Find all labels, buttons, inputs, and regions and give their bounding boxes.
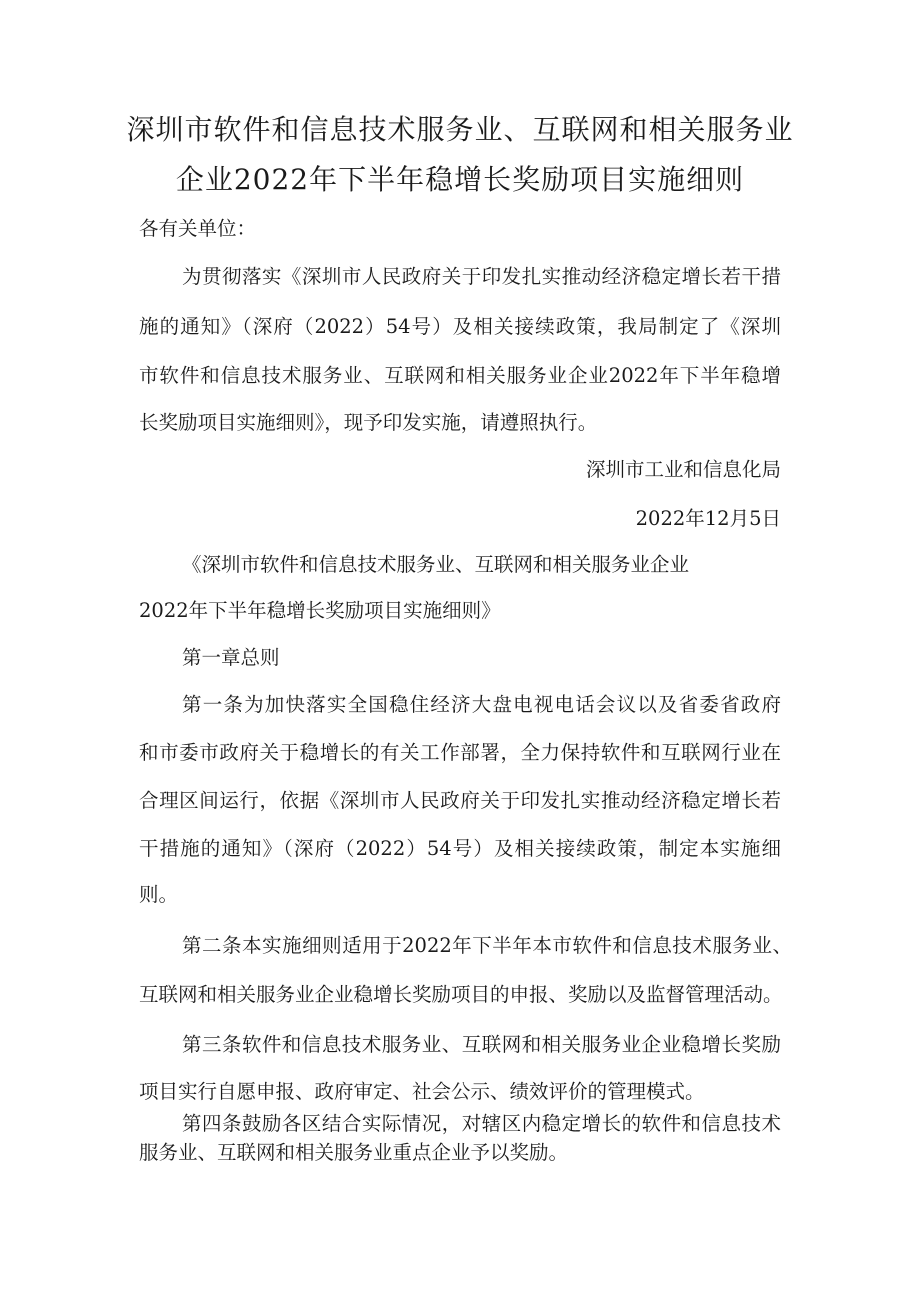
document-title-line-1: 深圳市软件和信息技术服务业、互联网和相关服务业	[126, 113, 794, 146]
article-1-line-3: 合理区间运行，依据《深圳市人民政府关于印发扎实推动经济稳定增长若	[139, 789, 781, 812]
notice-line-1: 为贯彻落实《深圳市人民政府关于印发扎实推动经济稳定增长若干措	[182, 265, 781, 288]
document-title-line-2: 企业2022年下半年稳增长奖励项目实施细则	[175, 163, 745, 196]
article-2-line-1: 第二条本实施细则适用于2022年下半年本市软件和信息技术服务业、	[182, 934, 792, 957]
article-2-line-2: 互联网和相关服务业企业稳增长奖励项目的申报、奖励以及监督管理活动。	[139, 983, 783, 1006]
doc-title-line-2: 2022年下半年稳增长奖励项目实施细则》	[139, 599, 501, 622]
doc-title-line-1: 《深圳市软件和信息技术服务业、互联网和相关服务业企业	[182, 553, 690, 576]
issue-date: 2022年12月5日	[635, 507, 781, 530]
notice-line-2: 施的通知》（深府（2022）54号）及相关接续政策，我局制定了《深圳	[139, 315, 781, 338]
issuer: 深圳市工业和信息化局	[585, 458, 781, 481]
chapter-heading: 第一章总则	[182, 646, 280, 669]
article-3-line-1: 第三条软件和信息技术服务业、互联网和相关服务业企业稳增长奖励	[182, 1033, 781, 1056]
article-1-line-5: 则。	[139, 883, 179, 906]
article-1-line-2: 和市委市政府关于稳增长的有关工作部署，全力保持软件和互联网行业在	[139, 741, 781, 764]
salutation: 各有关单位：	[139, 217, 257, 240]
article-4-line-1: 第四条鼓励各区结合实际情况，对辖区内稳定增长的软件和信息技术	[182, 1112, 781, 1135]
notice-line-4: 长奖励项目实施细则》，现予印发实施，请遵照执行。	[139, 411, 598, 434]
article-1-line-1: 第一条为加快落实全国稳住经济大盘电视电话会议以及省委省政府	[182, 693, 781, 716]
article-4-line-2: 服务业、互联网和相关服务业重点企业予以奖励。	[139, 1141, 569, 1164]
article-3-line-2: 项目实行自愿申报、政府审定、社会公示、绩效评价的管理模式。	[139, 1080, 705, 1103]
article-1-line-4: 干措施的通知》（深府（2022）54号）及相关接续政策，制定本实施细	[139, 837, 781, 860]
notice-line-3: 市软件和信息技术服务业、互联网和相关服务业企业2022年下半年稳增	[139, 364, 781, 387]
